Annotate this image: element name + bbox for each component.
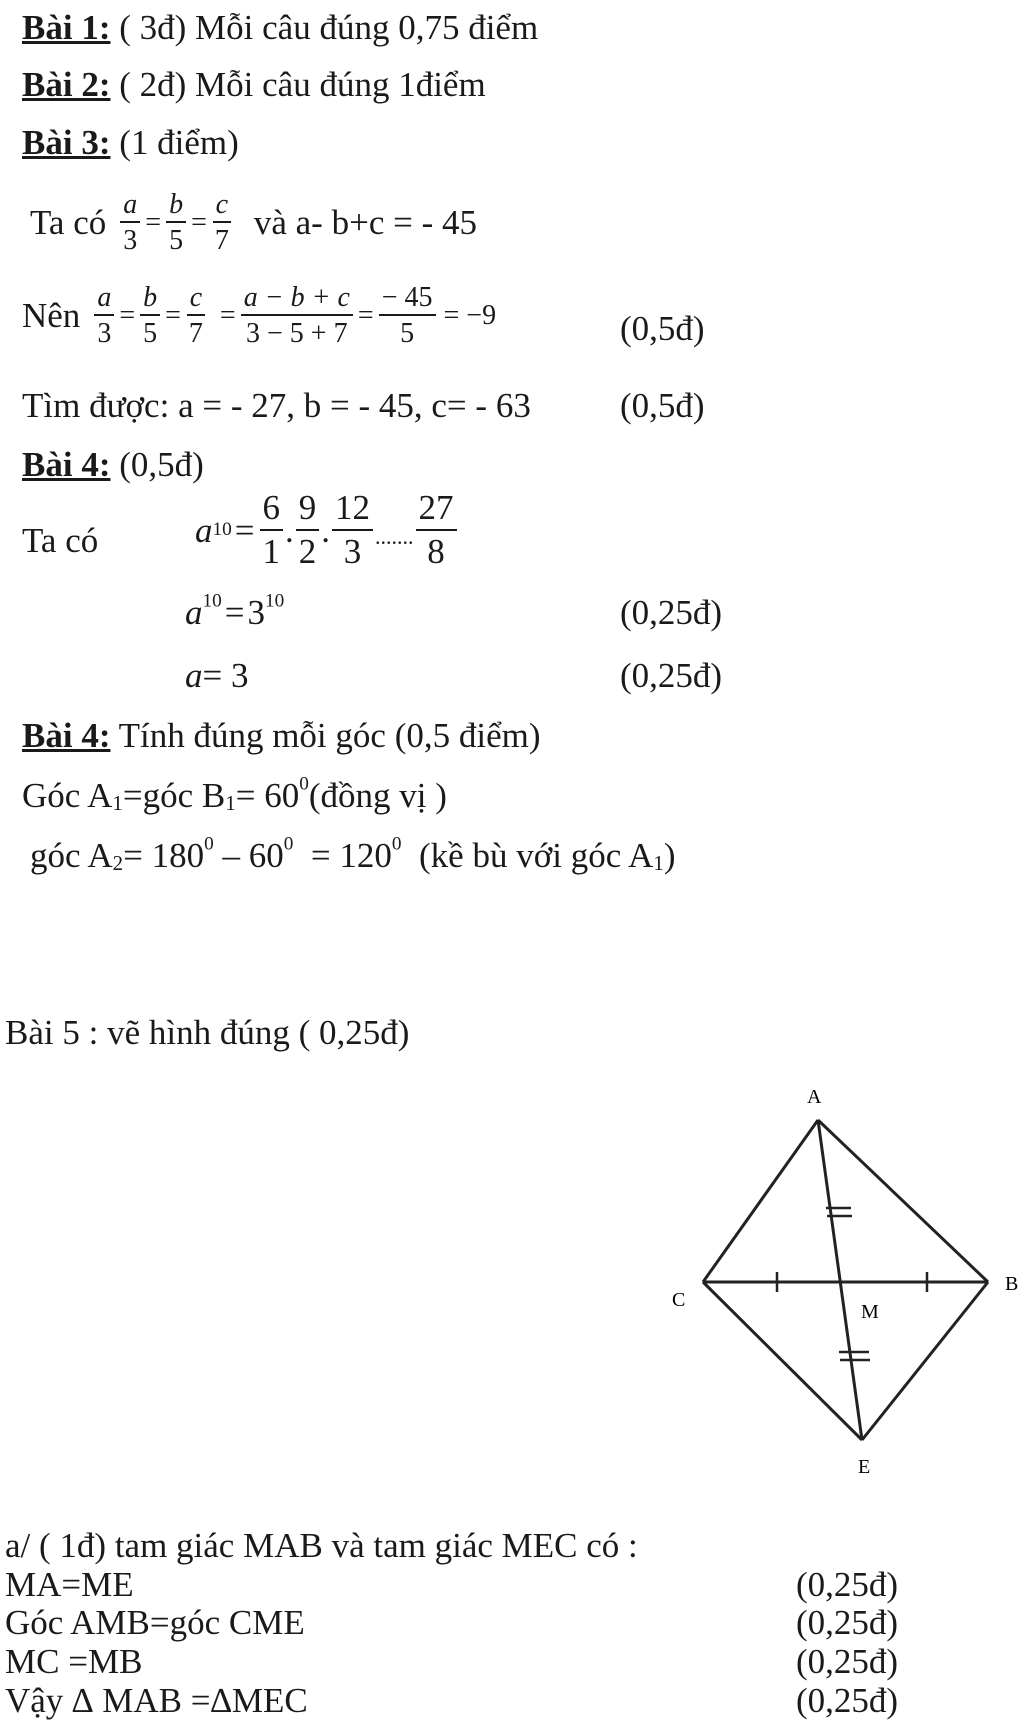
bai4a-product: a 10 = $\frac{6}{1}$ . $\frac{9}{2}$ . $\frac{12}{3}$ ....... $\frac{27}{8}$	[195, 490, 459, 571]
bai4a-score-2: (0,25đ)	[620, 656, 723, 695]
fraction-12-3: $\frac{12}{3}$	[332, 490, 373, 571]
fraction-b-5: $\frac{b}{5}$	[140, 283, 160, 349]
bai4b-angle-1: Góc $A_1=góc$ $B_1=$ $60^0(đồng$ vị )	[22, 773, 447, 816]
fraction-a-3: $\frac{a}{3}$	[120, 190, 140, 256]
bai3-ratio-line: Ta có $\frac{a}{3}$ = $\frac{b}{5}$ = $\frac{c}{7}$ và a- b+c = - 45	[30, 189, 478, 257]
bai5-row-1-score: (0,25đ)	[796, 1565, 899, 1604]
fraction-9-2: $\frac{9}{2}$	[296, 490, 320, 571]
bai5-row-3: MC =MB	[5, 1642, 143, 1681]
fraction-c-7: $\frac{c}{7}$	[212, 190, 232, 256]
bai4a-answer: a= 3	[185, 656, 249, 695]
segment-ce	[703, 1282, 862, 1440]
bai4b-heading: Bài 4:	[22, 716, 111, 755]
bai5-row-2-score: (0,25đ)	[796, 1603, 899, 1642]
point-e-label: E	[858, 1456, 871, 1478]
point-c-label: C	[672, 1289, 686, 1311]
fraction-b-5: $\frac{b}{5}$	[166, 190, 186, 256]
bai5-row-3-score: (0,25đ)	[796, 1642, 899, 1681]
bai3-nen: Nên	[22, 296, 81, 336]
bai3-text: (1 điểm)	[119, 123, 239, 162]
segment-be	[862, 1282, 988, 1440]
bai4b-line	[22, 718, 541, 753]
bai3-result: = −9	[443, 299, 497, 331]
fraction-a-3: $\frac{a}{3}$	[94, 283, 114, 349]
bai3-score-1: (0,5đ)	[620, 309, 705, 348]
bai3-condition: và a- b+c = - 45	[253, 203, 478, 243]
fraction-27-8: $\frac{27}{8}$	[416, 490, 457, 571]
bai5-intro: a/ ( 1đ) tam giác MAB và tam giác MEC có :	[5, 1526, 638, 1565]
fraction-sum: $\frac{a - b + c}{3 - 5 + 7}$	[241, 283, 353, 349]
bai5-title: Bài 5 : vẽ hình đúng ( 0,25đ)	[5, 1013, 410, 1052]
bai3-line	[22, 125, 239, 160]
point-m-label: M	[861, 1301, 879, 1323]
bai3-found: Tìm được: a = - 27, b = - 45, c= - 63	[22, 386, 531, 425]
bai1-line	[22, 10, 538, 45]
bai3-score-2: (0,5đ)	[620, 386, 705, 425]
bai4b-text: Tính đúng mỗi góc (0,5 điểm)	[118, 716, 541, 755]
segment-ca	[703, 1120, 818, 1282]
fraction-result: $\frac{- 45}{5}$	[379, 283, 436, 349]
bai4a-line	[22, 447, 204, 482]
bai2-line	[22, 67, 486, 102]
fraction-6-1: $\frac{6}{1}$	[260, 490, 284, 571]
bai3-lead: Ta có	[30, 203, 107, 243]
bai4a-power-line: $a^{10}=3^{10}$	[185, 590, 285, 632]
bai5-row-4-score: (0,25đ)	[796, 1681, 899, 1720]
bai5-row-1: MA=ME	[5, 1565, 134, 1604]
bai4a-text: (0,5đ)	[119, 445, 204, 484]
bai4a-lead: Ta có	[22, 521, 99, 560]
bai3-heading: Bài 3:	[22, 123, 111, 162]
bai2-heading: Bài 2:	[22, 65, 111, 104]
bai2-text: ( 2đ) Mỗi câu đúng 1điểm	[119, 65, 486, 104]
bai5-row-4: Vậy ∆ MAB =∆MEC	[5, 1681, 308, 1720]
bai1-heading: Bài 1:	[22, 8, 111, 47]
bai3-ratio-chain: Nên $\frac{a}{3}$ = $\frac{b}{5}$ = $\frac{c}{7}$ = $\frac{a - b + c}{3 - 5 + 7}$ = $\frac{- 45}{5}$ = −9	[22, 282, 497, 350]
bai4a-score-1: (0,25đ)	[620, 593, 723, 632]
bai1-text: ( 3đ) Mỗi câu đúng 0,75 điểm	[119, 8, 539, 47]
bai4b-angle-2: góc $A_2= 180^0 - 60^0 = 120^0$ (kề bù với góc $A_1$)	[30, 833, 676, 876]
bai5-row-2: Góc AMB=góc CME	[5, 1603, 305, 1642]
fraction-c-7: $\frac{c}{7}$	[186, 283, 206, 349]
geometry-figure	[0, 1060, 1024, 1490]
segment-ab	[818, 1120, 988, 1282]
bai4a-heading: Bài 4:	[22, 445, 111, 484]
point-b-label: B	[1005, 1273, 1019, 1295]
segment-ae	[818, 1120, 862, 1440]
point-a-label: A	[807, 1086, 822, 1108]
